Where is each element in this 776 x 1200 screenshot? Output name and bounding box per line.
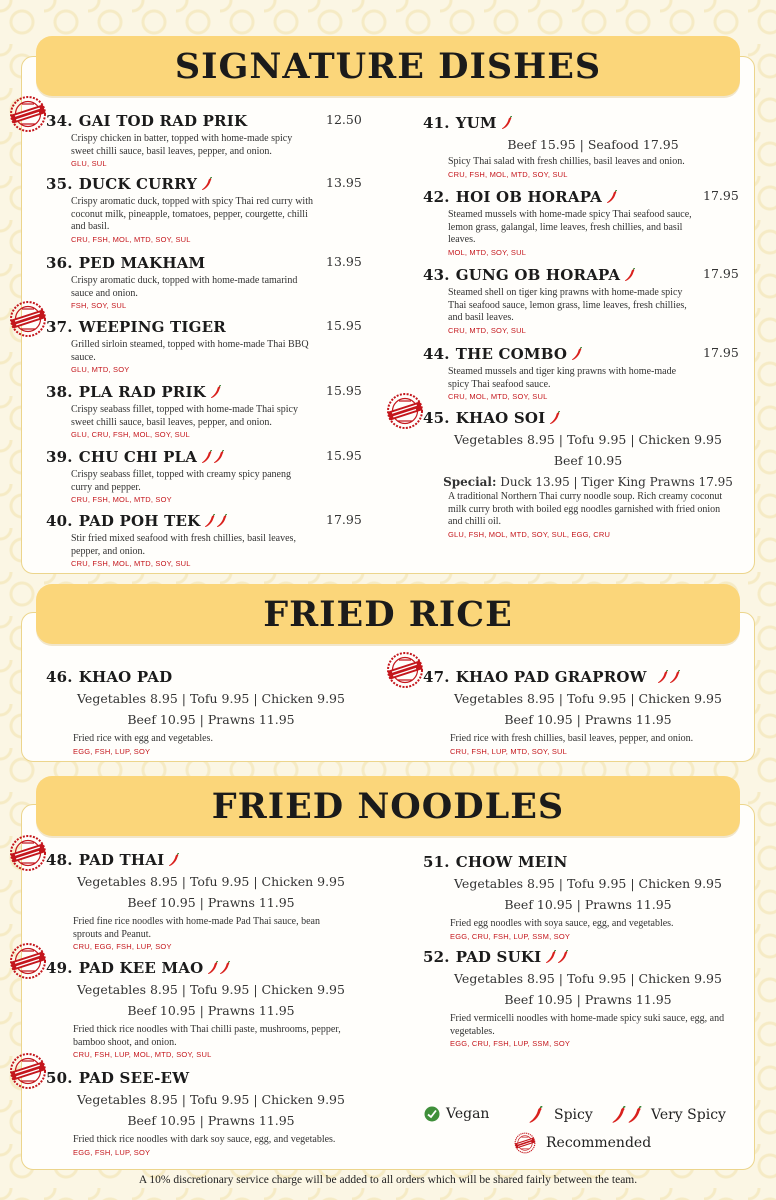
- price-options: Vegetables 8.95 | Tofu 9.95 | Chicken 9.95: [77, 691, 345, 706]
- dish-allergens: GLU, FSH, MOL, MTD, SOY, SUL, EGG, CRU: [448, 529, 611, 539]
- legend-very-spicy: [611, 1106, 726, 1124]
- dish-allergens: CRU, FSH, MOL, MTD, SOY, SUL: [71, 559, 191, 568]
- dish-price: 13.95: [326, 175, 362, 190]
- dish-name: HOI OB HORAPA: [455, 188, 602, 206]
- recommended-stamp-icon: [9, 95, 47, 133]
- dish-price: 17.95: [703, 266, 739, 281]
- very-spicy-icon: [657, 670, 681, 684]
- dish-number: 47.: [423, 668, 450, 686]
- dish-allergens: CRU, FSH, MOL, MTD, SOY, SUL: [448, 169, 568, 179]
- very-spicy-icon: [207, 961, 231, 975]
- dish-number: 38.: [46, 383, 73, 401]
- dish-name: PAD POH TEK: [78, 512, 201, 530]
- dish-number: 52.: [423, 948, 450, 966]
- dish-36: [46, 254, 361, 310]
- dish-number: 50.: [46, 1069, 73, 1087]
- dish-allergens: FSH, SOY, SUL: [71, 301, 127, 310]
- very-spicy-icon: [545, 950, 569, 964]
- special-prices: [443, 475, 733, 489]
- dish-38: [46, 383, 361, 439]
- dish-52: [423, 948, 738, 1048]
- dish-description: A traditional Northern Thai curry noodle soup. Rich creamy coconut milk curry broth with boiled egg noodles garnished with fried onion and chilli oil.: [448, 491, 723, 527]
- dish-price: 15.95: [326, 383, 362, 398]
- chili-icon: [501, 116, 513, 130]
- dish-name: PLA RAD PRIK: [78, 383, 206, 401]
- dish-allergens: GLU, SUL: [71, 159, 107, 168]
- dish-price: 15.95: [326, 318, 362, 333]
- dish-allergens: EGG, CRU, FSH, LUP, SSM, SOY: [450, 931, 571, 941]
- dish-number: 41.: [423, 114, 450, 132]
- price-options: Beef 10.95 | Prawns 11.95: [504, 897, 672, 912]
- dish-number: 37.: [46, 318, 73, 336]
- dish-41: [423, 114, 738, 179]
- dish-price: 17.95: [703, 345, 739, 360]
- dish-name: DUCK CURRY: [78, 175, 198, 193]
- price-options: Vegetables 8.95 | Tofu 9.95 | Chicken 9.95: [454, 432, 722, 447]
- dish-50: [46, 1069, 361, 1157]
- dish-number: 45.: [423, 409, 450, 427]
- dish-49: [46, 959, 361, 1059]
- dish-43: [423, 266, 738, 335]
- dish-description: Fried fine rice noodles with home-made Pad Thai sauce, bean sprouts and Peanut.: [73, 916, 320, 940]
- price-options: Beef 10.95 | Prawns 11.95: [127, 1113, 295, 1128]
- dish-name: WEEPING TIGER: [78, 318, 226, 336]
- dish-40: [46, 512, 361, 568]
- dish-51: [423, 853, 738, 941]
- recommended-stamp-icon: [514, 1132, 536, 1154]
- price-options: Beef 15.95 | Seafood 17.95: [507, 137, 679, 152]
- dish-number: 44.: [423, 345, 450, 363]
- price-options: Beef 10.95 | Prawns 11.95: [504, 992, 672, 1007]
- dish-description: Crispy aromatic duck, topped with spicy Thai red curry with coconut milk, pineapple, tomatoes, pepper, courgette, chilli and basil.: [71, 196, 313, 232]
- price-options: Beef 10.95 | Prawns 11.95: [504, 712, 672, 727]
- fried-noodles-banner: FRIED NOODLES: [36, 776, 740, 836]
- dish-allergens: CRU, FSH, MOL, MTD, SOY: [71, 495, 172, 504]
- dish-description: Steamed shell on tiger king prawns with home-made spicy Thai seafood sauce, lemon grass, lime leaves, fresh chillies, and basil leaves.: [448, 287, 687, 323]
- chili-icon: [528, 1106, 544, 1124]
- price-options: Vegetables 8.95 | Tofu 9.95 | Chicken 9.95: [454, 691, 722, 706]
- dish-price: 17.95: [326, 512, 362, 527]
- dish-description: Steamed mussels with home-made spicy Thai seafood sauce, lemon grass, galangal, lime leaves, fresh chillies, and basil leaves.: [448, 209, 692, 245]
- dish-allergens: CRU, FSH, MOL, MTD, SOY, SUL: [71, 234, 191, 244]
- dish-number: 40.: [46, 512, 73, 530]
- dish-price: 13.95: [326, 254, 362, 269]
- vegan-icon: [424, 1106, 440, 1122]
- dish-number: 43.: [423, 266, 450, 284]
- dish-45: [423, 409, 738, 539]
- dish-44: [423, 345, 738, 401]
- dish-name: KHAO PAD GRAPROW: [455, 668, 647, 686]
- legend-recommended-label: Recommended: [546, 1135, 652, 1151]
- dish-description: Stir fried mixed seafood with fresh chillies, basil leaves, pepper, and onion.: [71, 533, 296, 557]
- chili-icon: [571, 347, 583, 361]
- dish-description: Crispy chicken in batter, topped with home-made spicy sweet chilli sauce, basil leaves, pepper, and onion.: [71, 133, 293, 157]
- dish-number: 49.: [46, 959, 73, 977]
- dish-name: GUNG OB HORAPA: [455, 266, 621, 284]
- legend-very-spicy-label: Very Spicy: [651, 1107, 726, 1123]
- dish-name: CHOW MEIN: [455, 853, 568, 871]
- price-options: Vegetables 8.95 | Tofu 9.95 | Chicken 9.95: [454, 876, 722, 891]
- very-spicy-icon: [204, 514, 228, 528]
- dish-description: Crispy aromatic duck, topped with home-made tamarind sauce and onion.: [71, 275, 298, 299]
- dish-37: [46, 318, 361, 374]
- dish-allergens: CRU, FSH, LUP, MTD, SOY, SUL: [450, 746, 568, 756]
- dish-number: 34.: [46, 112, 73, 130]
- recommended-stamp-icon: [9, 942, 47, 980]
- fried-rice-banner: FRIED RICE: [36, 584, 740, 644]
- dish-name: PAD SUKI: [455, 948, 542, 966]
- dish-number: 51.: [423, 853, 450, 871]
- legend-vegan-label: Vegan: [446, 1106, 490, 1122]
- dish-name: GAI TOD RAD PRIK: [78, 112, 248, 130]
- chili-icon: [549, 411, 561, 425]
- dish-name: CHU CHI PLA: [78, 448, 198, 466]
- dish-allergens: EGG, FSH, LUP, SOY: [73, 1147, 151, 1157]
- signature-banner: SIGNATURE DISHES: [36, 36, 740, 96]
- price-options: Beef 10.95 | Prawns 11.95: [127, 1003, 295, 1018]
- dish-name: PAD KEE MAO: [78, 959, 204, 977]
- price-options: Beef 10.95 | Prawns 11.95: [127, 895, 295, 910]
- dish-allergens: CRU, MTD, SOY, SUL: [448, 325, 527, 335]
- chili-icon: [210, 385, 222, 399]
- dish-description: Fried rice with egg and vegetables.: [73, 733, 213, 744]
- dish-allergens: CRU, MOL, MTD, SOY, SUL: [448, 392, 548, 401]
- dish-number: 36.: [46, 254, 73, 272]
- dish-name: PED MAKHAM: [78, 254, 206, 272]
- dish-description: Spicy Thai salad with fresh chillies, basil leaves and onion.: [448, 156, 685, 167]
- dish-price: 12.50: [326, 112, 362, 127]
- dish-name: THE COMBO: [455, 345, 568, 363]
- dish-39: [46, 448, 361, 504]
- recommended-stamp-icon: [386, 392, 424, 430]
- dish-42: [423, 188, 738, 257]
- dish-description: Crispy seabass fillet, topped with home-made Thai spicy sweet chilli sauce, basil leaves, pepper, and onion.: [71, 404, 298, 428]
- dish-description: Grilled sirloin steamed, topped with home-made Thai BBQ sauce.: [71, 339, 309, 363]
- dish-35: [46, 175, 361, 244]
- price-options: Vegetables 8.95 | Tofu 9.95 | Chicken 9.95: [77, 874, 345, 889]
- dish-number: 48.: [46, 851, 73, 869]
- special-label: Special:: [443, 475, 497, 489]
- chili-icon: [624, 268, 636, 282]
- dish-description: Fried egg noodles with soya sauce, egg, and vegetables.: [450, 918, 674, 929]
- dish-description: Fried thick rice noodles with Thai chilli paste, mushrooms, pepper, bamboo shoot, and onion.: [73, 1024, 341, 1048]
- dish-name: PAD SEE-EW: [78, 1069, 190, 1087]
- very-spicy-icon: [611, 1106, 643, 1124]
- dish-name: KHAO SOI: [455, 409, 546, 427]
- dish-description: Fried thick rice noodles with dark soy sauce, egg, and vegetables.: [73, 1134, 336, 1145]
- dish-name: KHAO PAD: [78, 668, 173, 686]
- chili-icon: [606, 190, 618, 204]
- price-options: Beef 10.95 | Prawns 11.95: [127, 712, 295, 727]
- dish-48: [46, 851, 361, 951]
- legend-spicy-label: Spicy: [554, 1107, 593, 1123]
- dish-name: PAD THAI: [78, 851, 165, 869]
- dish-34: [46, 112, 361, 168]
- recommended-stamp-icon: [9, 300, 47, 338]
- dish-description: Fried vermicelli noodles with home-made spicy suki sauce, egg, and vegetables.: [450, 1013, 725, 1037]
- legend-recommended: [514, 1132, 651, 1154]
- dish-47: [423, 668, 738, 756]
- dish-allergens: MOL, MTD, SOY, SUL: [448, 247, 527, 257]
- dish-name: YUM: [455, 114, 497, 132]
- dish-allergens: CRU, EGG, FSH, LUP, SOY: [73, 942, 172, 951]
- dish-allergens: EGG, FSH, LUP, SOY: [73, 746, 151, 756]
- dish-number: 39.: [46, 448, 73, 466]
- dish-number: 42.: [423, 188, 450, 206]
- dish-number: 46.: [46, 668, 73, 686]
- price-options: Vegetables 8.95 | Tofu 9.95 | Chicken 9.95: [454, 971, 722, 986]
- very-spicy-icon: [201, 450, 225, 464]
- recommended-stamp-icon: [9, 1052, 47, 1090]
- recommended-stamp-icon: [386, 651, 424, 689]
- dish-allergens: GLU, CRU, FSH, MOL, SOY, SUL: [71, 430, 190, 439]
- price-options: Vegetables 8.95 | Tofu 9.95 | Chicken 9.95: [77, 982, 345, 997]
- legend-spicy: [524, 1106, 593, 1124]
- special-text: Duck 13.95 | Tiger King Prawns 17.95: [500, 475, 733, 489]
- dish-allergens: CRU, FSH, LUP, MOL, MTD, SOY, SUL: [73, 1050, 212, 1059]
- dish-allergens: GLU, MTD, SOY: [71, 365, 130, 374]
- dish-allergens: EGG, CRU, FSH, LUP, SSM, SOY: [450, 1039, 571, 1048]
- dish-number: 35.: [46, 175, 73, 193]
- dish-description: Crispy seabass fillet, topped with creamy spicy paneng curry and pepper.: [71, 469, 291, 493]
- dish-price: 17.95: [703, 188, 739, 203]
- dish-description: Steamed mussels and tiger king prawns with home-made spicy Thai seafood sauce.: [448, 366, 677, 390]
- service-charge-note: A 10% discretionary service charge will be added to all orders which will be shared fairly between the team.: [138, 1174, 638, 1186]
- legend-vegan: [424, 1106, 489, 1122]
- price-options: Beef 10.95: [553, 453, 623, 468]
- recommended-stamp-icon: [9, 834, 47, 872]
- dish-46: [46, 668, 361, 756]
- dish-description: Fried rice with fresh chillies, basil leaves, pepper, and onion.: [450, 733, 694, 744]
- dish-price: 15.95: [326, 448, 362, 463]
- chili-icon: [201, 177, 213, 191]
- price-options: Vegetables 8.95 | Tofu 9.95 | Chicken 9.95: [77, 1092, 345, 1107]
- chili-icon: [168, 853, 180, 867]
